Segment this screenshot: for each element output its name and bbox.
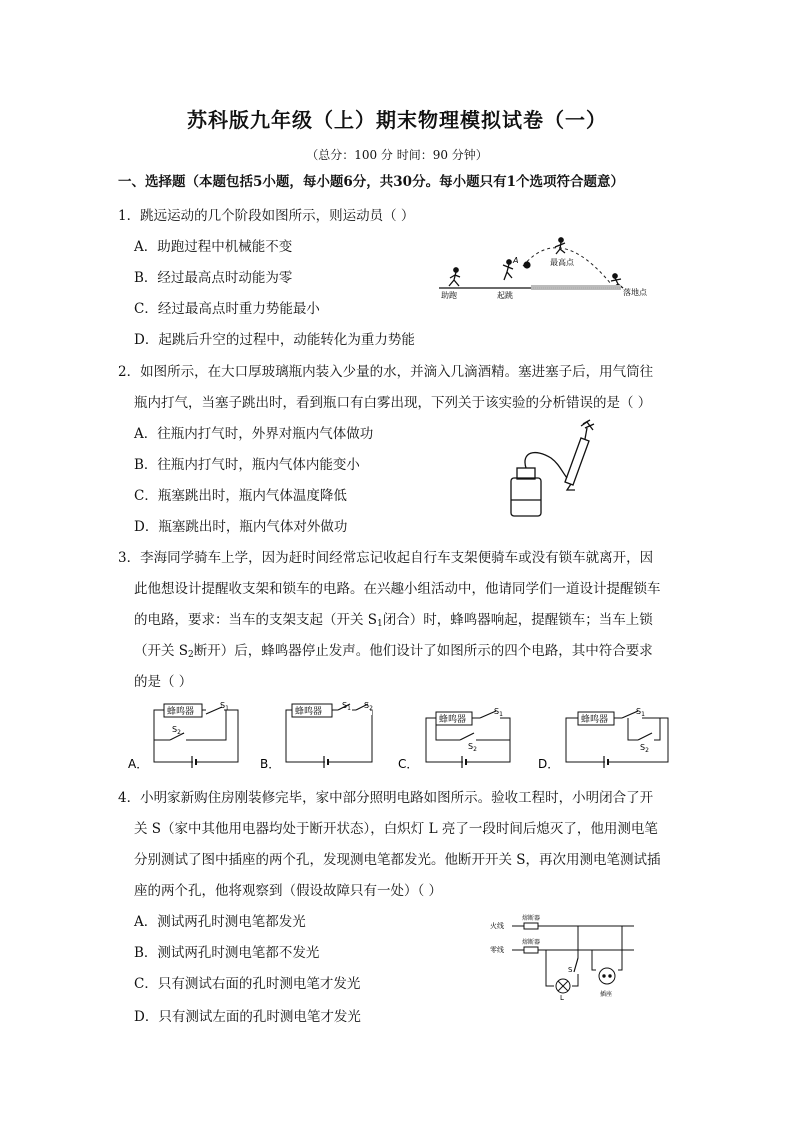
- q4-stem-line-4: 座的两个孔，他将观察到（假设故障只有一处）（ ）: [134, 883, 443, 899]
- buzzer-label: 蜂鸣器: [439, 715, 467, 725]
- switch-s-icon: [574, 958, 578, 972]
- runner-icon: [449, 268, 460, 286]
- circuit-b[interactable]: [258, 700, 376, 772]
- circuit-d[interactable]: [536, 700, 676, 772]
- q3-line3-sub: 1: [377, 619, 383, 629]
- q2-stem-line-1: 2．如图所示，在大口厚玻璃瓶内装入少量的水，并滴入几滴酒精。塞进塞子后，用气筒往: [118, 364, 654, 380]
- home-circuit-figure: [488, 910, 638, 1000]
- landing-label: 落地点: [623, 288, 647, 297]
- q4-option-c[interactable]: C．只有测试右面的孔时测电笔才发光: [134, 976, 361, 992]
- neutral-wire-label: 零线: [490, 946, 504, 954]
- section-heading: 一、选择题（本题包括5小题，每小题6分，共30分。每小题只有1个选项符合题意）: [118, 174, 624, 190]
- option-b-label: B．: [260, 757, 281, 771]
- option-a-label: A．: [128, 757, 149, 771]
- q3-stem-line-3: [134, 608, 653, 629]
- q3-stem-line-4: [134, 639, 653, 660]
- point-a-label: A: [513, 256, 519, 265]
- q3-line4-sub: 2: [188, 650, 194, 660]
- fuse-icon: [524, 947, 538, 953]
- svg-text:S2: $S_2$: [172, 725, 181, 736]
- svg-text:S1: $S_1$: [220, 701, 229, 712]
- fuse-label-1: 熔断器: [522, 915, 541, 922]
- jumper-takeoff-icon: [503, 260, 513, 280]
- peak-label: 最高点: [550, 258, 574, 267]
- takeoff-label: 起跳: [497, 291, 513, 300]
- long-jump-figure: [435, 232, 685, 304]
- fuse-label-2: 熔断器: [522, 939, 541, 946]
- switch-label: S: [568, 966, 573, 974]
- switch-s2-icon: [460, 733, 474, 740]
- option-d-label: D．: [538, 757, 560, 771]
- q2-option-a[interactable]: A．往瓶内打气时，外界对瓶内气体做功: [134, 426, 374, 442]
- option-c-label: C．: [398, 757, 419, 771]
- buzzer-label: 蜂鸣器: [581, 715, 609, 725]
- socket-label: 插座: [600, 991, 613, 998]
- q1-option-c[interactable]: C．经过最高点时重力势能最小: [134, 301, 320, 317]
- q1-option-d[interactable]: D．起跳后升空的过程中，动能转化为重力势能: [134, 332, 415, 348]
- q3-line3-part-a: 的电路，要求：当车的支架支起（开关 S: [134, 612, 378, 628]
- q3-line3-part-b: 闭合）时，蜂鸣器响起，提醒锁车；当车上锁: [382, 612, 653, 628]
- svg-text:S1: $S_1$: [494, 707, 503, 718]
- buzzer-label: 蜂鸣器: [295, 707, 323, 717]
- q2-option-d[interactable]: D．瓶塞跳出时，瓶内气体对外做功: [134, 519, 348, 535]
- q2-stem-line-2: 瓶内打气，当塞子跳出时，看到瓶口有白雾出现，下列关于该实验的分析错误的是（ ）: [134, 395, 652, 411]
- svg-text:S1: $S_1$: [342, 701, 351, 712]
- buzzer-label: 蜂鸣器: [167, 707, 195, 717]
- q4-stem-line-2: 关 S（家中其他用电器均处于断开状态），白炽灯 L 亮了一段时间后熄灭了，他用测电笔: [134, 821, 658, 837]
- live-wire-label: 火线: [490, 922, 504, 930]
- svg-text:S2: $S_2$: [640, 743, 649, 754]
- q4-stem-line-1: 4．小明家新购住房刚装修完毕，家中部分照明电路如图所示。验收工程时，小明闭合了开: [118, 790, 654, 806]
- circuit-c[interactable]: [396, 700, 514, 772]
- jumper-peak-icon: [555, 238, 565, 254]
- q3-line4-part-a: （开关 S: [134, 643, 189, 659]
- q3-stem-line-2: 此他想设计提醒收支架和锁车的电路。在兴趣小组活动中，他请同学们一道设计提醒锁车: [134, 581, 661, 597]
- svg-text:S2: $S_2$: [364, 701, 373, 712]
- svg-text:S1: $S_1$: [636, 707, 645, 718]
- q2-option-c[interactable]: C．瓶塞跳出时，瓶内气体温度降低: [134, 488, 347, 504]
- glass-bottle-icon: [511, 478, 541, 516]
- exam-info: （总分：100 分 时间：90 分钟）: [306, 148, 488, 162]
- q3-line4-part-b: 断开）后，蜂鸣器停止发声。他们设计了如图所示的四个电路，其中符合要求: [193, 643, 653, 659]
- q3-stem-line-5: 的是（ ）: [134, 674, 193, 690]
- page-title: 苏科版九年级（上）期末物理模拟试卷（一）: [187, 108, 607, 132]
- fuse-icon: [524, 923, 538, 929]
- circuit-a[interactable]: [126, 700, 244, 772]
- q4-option-d[interactable]: D．只有测试左面的孔时测电笔才发光: [134, 1009, 361, 1025]
- q2-option-b[interactable]: B．往瓶内打气时，瓶内气体内能变小: [134, 457, 360, 473]
- bottle-pump-figure: [495, 418, 615, 522]
- run-label: 助跑: [441, 291, 457, 300]
- q4-option-a[interactable]: A．测试两孔时测电笔都发光: [134, 914, 306, 930]
- lamp-label: L: [560, 994, 564, 1000]
- air-pump-icon: [565, 438, 589, 485]
- q3-stem-line-1: 3．李海同学骑车上学，因为赶时间经常忘记收起自行车支架便骑车或没有锁车就离开，因: [118, 550, 654, 566]
- q1-option-b[interactable]: B．经过最高点时动能为零: [134, 270, 293, 286]
- svg-text:S2: $S_2$: [468, 742, 477, 753]
- q4-option-b[interactable]: B．测试两孔时测电笔都不发光: [134, 945, 320, 961]
- q4-stem-line-3: 分别测试了图中插座的两个孔，发现测电笔都发光。他断开开关 S，再次用测电笔测试插: [134, 852, 661, 868]
- q1-option-a[interactable]: A．助跑过程中机械能不变: [134, 239, 293, 255]
- socket-icon: [599, 968, 615, 984]
- switch-s2-icon: [638, 733, 652, 740]
- q1-stem: 1．跳远运动的几个阶段如图所示，则运动员（ ）: [118, 208, 415, 224]
